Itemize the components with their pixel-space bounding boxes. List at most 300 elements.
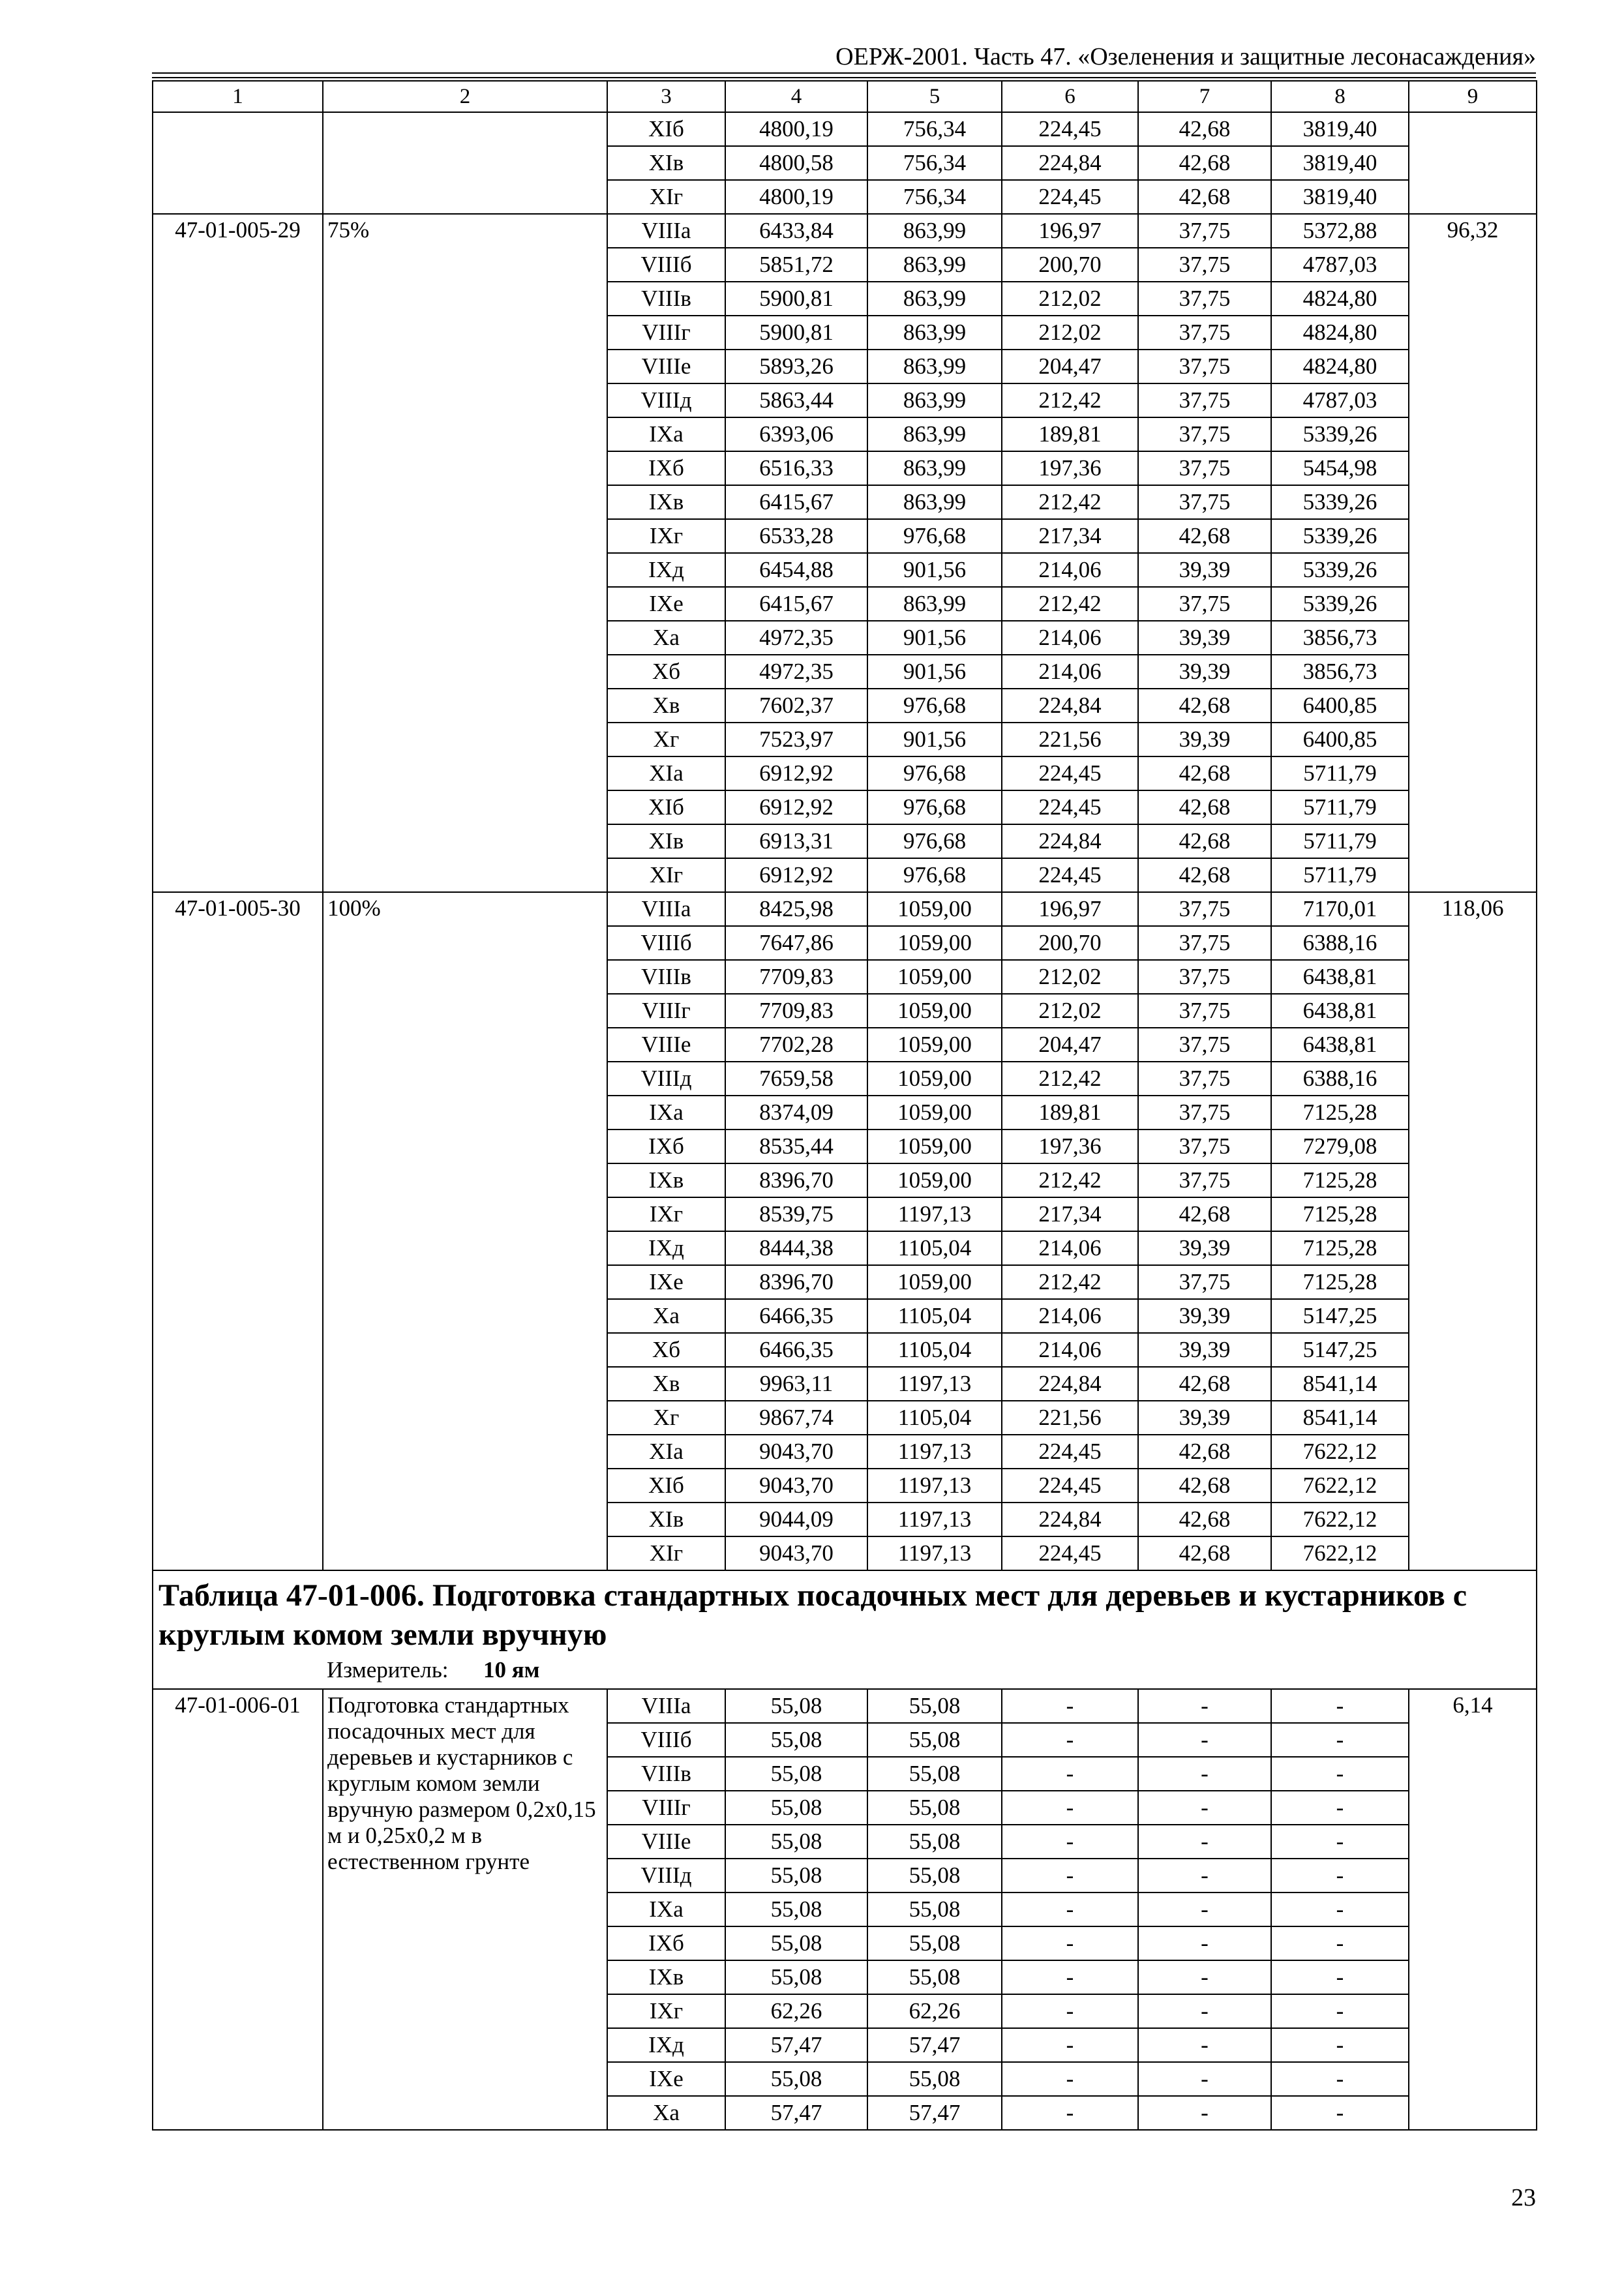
cell-col-7: 37,75 — [1138, 892, 1271, 926]
cell-col-4: 9043,70 — [725, 1536, 867, 1570]
cell-col-6: 224,45 — [1002, 180, 1138, 214]
cell-col-6: 217,34 — [1002, 519, 1138, 553]
cell-col-8: - — [1271, 1859, 1409, 1893]
cell-col-7: 42,68 — [1138, 1367, 1271, 1401]
cell-col-4: 7523,97 — [725, 723, 867, 756]
cell-col-5: 863,99 — [867, 485, 1002, 519]
cell-col-3: IXа — [607, 1096, 725, 1130]
meter-value: 10 ям — [483, 1657, 540, 1683]
cell-col-5: 55,08 — [867, 1893, 1002, 1926]
cell-col-3: XIв — [607, 146, 725, 180]
cell-col-7: 42,68 — [1138, 519, 1271, 553]
cell-col-4: 4800,19 — [725, 112, 867, 146]
cell-col-4: 7709,83 — [725, 960, 867, 994]
cell-col-8: 7170,01 — [1271, 892, 1409, 926]
column-number: 8 — [1271, 81, 1409, 112]
rate-code: 47-01-005-30 — [153, 892, 323, 1570]
cell-col-3: IXд — [607, 1231, 725, 1265]
cell-col-8: 4824,80 — [1271, 350, 1409, 383]
cell-col-5: 1059,00 — [867, 1062, 1002, 1096]
page-number: 23 — [1511, 2184, 1536, 2211]
cell-col-4: 4972,35 — [725, 655, 867, 689]
cell-col-5: 1059,00 — [867, 892, 1002, 926]
cell-col-8: 5147,25 — [1271, 1333, 1409, 1367]
cell-col-8: 3819,40 — [1271, 112, 1409, 146]
cell-col-4: 6516,33 — [725, 451, 867, 485]
cell-col-4: 6393,06 — [725, 417, 867, 451]
labor-cost: 118,06 — [1409, 892, 1537, 1570]
cell-col-7: 37,75 — [1138, 316, 1271, 350]
cell-col-8: 7622,12 — [1271, 1536, 1409, 1570]
cell-col-7: 39,39 — [1138, 621, 1271, 655]
cell-col-6: - — [1002, 1825, 1138, 1859]
cell-col-3: VIIIб — [607, 1723, 725, 1757]
table-row — [153, 892, 1537, 926]
table-title: Таблица 47-01-006. Подготовка стандартных посадочных мест для деревьев и кустарников с круглым комом земли вручную — [158, 1578, 1467, 1652]
cell-col-3: Xа — [607, 2096, 725, 2130]
cell-col-6: 214,06 — [1002, 1299, 1138, 1333]
cell-col-7: 37,75 — [1138, 960, 1271, 994]
table-title-row — [153, 1570, 1537, 1689]
cell-col-5: 863,99 — [867, 214, 1002, 248]
cell-col-3: XIг — [607, 858, 725, 892]
cell-col-6: 224,45 — [1002, 1435, 1138, 1469]
cell-col-7: 37,75 — [1138, 451, 1271, 485]
column-number: 1 — [153, 81, 323, 112]
cell-col-8: 3856,73 — [1271, 655, 1409, 689]
cell-col-8: 5339,26 — [1271, 417, 1409, 451]
cell-col-5: 901,56 — [867, 723, 1002, 756]
cell-col-7: 37,75 — [1138, 282, 1271, 316]
cell-col-8: 5147,25 — [1271, 1299, 1409, 1333]
cell-col-8: 5711,79 — [1271, 824, 1409, 858]
cell-col-5: 976,68 — [867, 824, 1002, 858]
cell-col-6: 224,45 — [1002, 756, 1138, 790]
cell-col-5: 1059,00 — [867, 1096, 1002, 1130]
cell-col-3: IXд — [607, 2028, 725, 2062]
table-body — [153, 81, 1537, 2130]
cell-col-4: 55,08 — [725, 1893, 867, 1926]
cell-col-4: 6415,67 — [725, 485, 867, 519]
cell-col-6: 212,42 — [1002, 1062, 1138, 1096]
cell-col-8: - — [1271, 2028, 1409, 2062]
cell-col-5: 1059,00 — [867, 1265, 1002, 1299]
cell-col-7: 39,39 — [1138, 1401, 1271, 1435]
cell-col-4: 57,47 — [725, 2096, 867, 2130]
cell-col-5: 1059,00 — [867, 1163, 1002, 1197]
cell-col-7: 37,75 — [1138, 350, 1271, 383]
cell-col-7: - — [1138, 2062, 1271, 2096]
cell-col-7: 37,75 — [1138, 1130, 1271, 1163]
cell-col-5: 55,08 — [867, 1689, 1002, 1723]
cell-col-6: 212,02 — [1002, 282, 1138, 316]
cell-col-5: 1059,00 — [867, 926, 1002, 960]
cell-col-5: 863,99 — [867, 282, 1002, 316]
cell-col-7: 42,68 — [1138, 790, 1271, 824]
cell-col-4: 55,08 — [725, 1825, 867, 1859]
cell-col-8: 7622,12 — [1271, 1435, 1409, 1469]
cell-col-7: - — [1138, 2096, 1271, 2130]
cell-col-7: 39,39 — [1138, 1333, 1271, 1367]
cell-col-3: VIIIа — [607, 1689, 725, 1723]
cell-col-3: IXе — [607, 2062, 725, 2096]
cell-col-6: 212,42 — [1002, 587, 1138, 621]
cell-col-3: Xг — [607, 723, 725, 756]
cell-col-5: 976,68 — [867, 790, 1002, 824]
column-number: 4 — [725, 81, 867, 112]
cell-col-6: 224,84 — [1002, 1503, 1138, 1536]
rate-name: 75% — [323, 214, 607, 892]
cell-col-6: - — [1002, 2062, 1138, 2096]
cell-col-3: VIIIд — [607, 1859, 725, 1893]
cell-col-7: - — [1138, 1791, 1271, 1825]
cell-col-7: 39,39 — [1138, 1231, 1271, 1265]
cell-col-8: 8541,14 — [1271, 1401, 1409, 1435]
price-table — [152, 80, 1537, 2131]
cell-col-5: 55,08 — [867, 1960, 1002, 1994]
cell-col-8: 6438,81 — [1271, 994, 1409, 1028]
cell-col-8: - — [1271, 1757, 1409, 1791]
cell-col-5: 863,99 — [867, 316, 1002, 350]
cell-col-7: 37,75 — [1138, 1096, 1271, 1130]
cell-col-4: 6912,92 — [725, 756, 867, 790]
cell-col-7: 37,75 — [1138, 1062, 1271, 1096]
cell-col-8: - — [1271, 1825, 1409, 1859]
cell-col-3: IXб — [607, 1926, 725, 1960]
cell-col-6: - — [1002, 1994, 1138, 2028]
cell-col-5: 863,99 — [867, 248, 1002, 282]
cell-col-6: 197,36 — [1002, 1130, 1138, 1163]
cell-col-4: 57,47 — [725, 2028, 867, 2062]
cell-col-3: IXб — [607, 451, 725, 485]
cell-col-8: 5339,26 — [1271, 519, 1409, 553]
cell-col-6: 224,84 — [1002, 824, 1138, 858]
cell-col-8: 7125,28 — [1271, 1163, 1409, 1197]
cell-col-4: 8539,75 — [725, 1197, 867, 1231]
cell-col-3: Xв — [607, 1367, 725, 1401]
cell-col-7: - — [1138, 1757, 1271, 1791]
cell-col-4: 8396,70 — [725, 1265, 867, 1299]
cell-col-8: 6438,81 — [1271, 960, 1409, 994]
cell-col-4: 9963,11 — [725, 1367, 867, 1401]
table-row — [153, 1689, 1537, 1723]
cell-col-6: 212,02 — [1002, 960, 1138, 994]
cell-col-6: 221,56 — [1002, 723, 1138, 756]
cell-col-5: 901,56 — [867, 621, 1002, 655]
cell-col-5: 1197,13 — [867, 1367, 1002, 1401]
cell-col-7: 42,68 — [1138, 112, 1271, 146]
cell-col-5: 55,08 — [867, 1859, 1002, 1893]
cell-col-8: 5711,79 — [1271, 756, 1409, 790]
cell-col-7: 42,68 — [1138, 1197, 1271, 1231]
cell-col-5: 901,56 — [867, 655, 1002, 689]
cell-col-5: 1059,00 — [867, 1130, 1002, 1163]
cell-col-7: 42,68 — [1138, 180, 1271, 214]
cell-col-4: 5851,72 — [725, 248, 867, 282]
cell-col-6: - — [1002, 1791, 1138, 1825]
cell-col-8: - — [1271, 2062, 1409, 2096]
cell-col-4: 4800,58 — [725, 146, 867, 180]
cell-col-3: VIIIв — [607, 282, 725, 316]
cell-col-5: 976,68 — [867, 858, 1002, 892]
cell-col-6: 221,56 — [1002, 1401, 1138, 1435]
cell-col-5: 55,08 — [867, 1791, 1002, 1825]
cell-col-6: 214,06 — [1002, 655, 1138, 689]
cell-col-6: 212,42 — [1002, 383, 1138, 417]
column-number: 9 — [1409, 81, 1537, 112]
cell-col-8: 4787,03 — [1271, 248, 1409, 282]
column-number: 2 — [323, 81, 607, 112]
cell-col-7: 37,75 — [1138, 587, 1271, 621]
cell-col-8: - — [1271, 1893, 1409, 1926]
labor-cost: 6,14 — [1409, 1689, 1537, 2130]
cell-col-3: VIIIе — [607, 350, 725, 383]
cell-col-3: IXе — [607, 587, 725, 621]
cell-col-7: 39,39 — [1138, 655, 1271, 689]
cell-col-8: - — [1271, 1791, 1409, 1825]
cell-col-6: 214,06 — [1002, 621, 1138, 655]
cell-col-8: 7279,08 — [1271, 1130, 1409, 1163]
cell-col-4: 55,08 — [725, 1859, 867, 1893]
cell-col-4: 7709,83 — [725, 994, 867, 1028]
cell-col-8: 6388,16 — [1271, 1062, 1409, 1096]
cell-col-8: 5339,26 — [1271, 553, 1409, 587]
cell-col-3: IXг — [607, 1197, 725, 1231]
cell-col-3: IXа — [607, 417, 725, 451]
rate-code: 47-01-006-01 — [153, 1689, 323, 2130]
cell-col-3: Xб — [607, 655, 725, 689]
table-row — [153, 214, 1537, 248]
cell-col-5: 1197,13 — [867, 1197, 1002, 1231]
cell-col-4: 6913,31 — [725, 824, 867, 858]
cell-col-8: 3856,73 — [1271, 621, 1409, 655]
cell-col-4: 6912,92 — [725, 790, 867, 824]
cell-col-4: 6454,88 — [725, 553, 867, 587]
cell-col-3: VIIIд — [607, 383, 725, 417]
cell-col-5: 55,08 — [867, 2062, 1002, 2096]
cell-col-6: 204,47 — [1002, 1028, 1138, 1062]
cell-col-8: 5454,98 — [1271, 451, 1409, 485]
rate-code — [153, 112, 323, 214]
cell-col-8: - — [1271, 1926, 1409, 1960]
cell-col-4: 5900,81 — [725, 282, 867, 316]
cell-col-5: 57,47 — [867, 2028, 1002, 2062]
cell-col-8: 6388,16 — [1271, 926, 1409, 960]
cell-col-5: 1105,04 — [867, 1401, 1002, 1435]
cell-col-6: 212,42 — [1002, 1265, 1138, 1299]
cell-col-4: 62,26 — [725, 1994, 867, 2028]
cell-col-8: - — [1271, 1994, 1409, 2028]
cell-col-7: - — [1138, 1960, 1271, 1994]
cell-col-7: 37,75 — [1138, 1163, 1271, 1197]
cell-col-8: 3819,40 — [1271, 180, 1409, 214]
cell-col-4: 6466,35 — [725, 1299, 867, 1333]
cell-col-6: 224,45 — [1002, 858, 1138, 892]
cell-col-5: 62,26 — [867, 1994, 1002, 2028]
cell-col-3: VIIIа — [607, 892, 725, 926]
cell-col-7: 42,68 — [1138, 858, 1271, 892]
header-rule-top — [152, 72, 1536, 74]
cell-col-5: 55,08 — [867, 1723, 1002, 1757]
column-number: 7 — [1138, 81, 1271, 112]
cell-col-7: 42,68 — [1138, 1536, 1271, 1570]
cell-col-6: - — [1002, 1757, 1138, 1791]
cell-col-8: 5339,26 — [1271, 587, 1409, 621]
cell-col-5: 1105,04 — [867, 1333, 1002, 1367]
cell-col-3: IXв — [607, 485, 725, 519]
cell-col-3: IXа — [607, 1893, 725, 1926]
cell-col-3: XIа — [607, 756, 725, 790]
column-number: 3 — [607, 81, 725, 112]
cell-col-3: XIг — [607, 180, 725, 214]
cell-col-6: 214,06 — [1002, 553, 1138, 587]
cell-col-3: IXг — [607, 519, 725, 553]
cell-col-7: 39,39 — [1138, 1299, 1271, 1333]
column-number: 5 — [867, 81, 1002, 112]
cell-col-7: 37,75 — [1138, 1028, 1271, 1062]
cell-col-5: 901,56 — [867, 553, 1002, 587]
cell-col-6: 197,36 — [1002, 451, 1138, 485]
cell-col-8: 7622,12 — [1271, 1503, 1409, 1536]
cell-col-3: XIа — [607, 1435, 725, 1469]
cell-col-8: 6438,81 — [1271, 1028, 1409, 1062]
cell-col-4: 8535,44 — [725, 1130, 867, 1163]
cell-col-4: 9044,09 — [725, 1503, 867, 1536]
labor-cost: 96,32 — [1409, 214, 1537, 892]
cell-col-7: - — [1138, 2028, 1271, 2062]
cell-col-3: XIб — [607, 790, 725, 824]
cell-col-5: 1197,13 — [867, 1503, 1002, 1536]
cell-col-3: XIб — [607, 112, 725, 146]
cell-col-5: 1197,13 — [867, 1536, 1002, 1570]
meter-label: Измеритель: — [327, 1657, 449, 1683]
header-rule-bottom — [152, 77, 1536, 78]
cell-col-4: 7659,58 — [725, 1062, 867, 1096]
cell-col-5: 1059,00 — [867, 960, 1002, 994]
cell-col-6: 224,45 — [1002, 790, 1138, 824]
cell-col-3: XIв — [607, 824, 725, 858]
cell-col-6: 214,06 — [1002, 1231, 1138, 1265]
cell-col-3: VIIIб — [607, 248, 725, 282]
cell-col-6: 212,42 — [1002, 1163, 1138, 1197]
cell-col-8: 7125,28 — [1271, 1265, 1409, 1299]
cell-col-5: 976,68 — [867, 519, 1002, 553]
labor-cost — [1409, 112, 1537, 214]
cell-col-5: 1197,13 — [867, 1435, 1002, 1469]
meter-line — [158, 1654, 1531, 1686]
cell-col-7: 42,68 — [1138, 689, 1271, 723]
cell-col-3: Xб — [607, 1333, 725, 1367]
cell-col-4: 6433,84 — [725, 214, 867, 248]
cell-col-5: 57,47 — [867, 2096, 1002, 2130]
cell-col-7: - — [1138, 1689, 1271, 1723]
cell-col-7: 42,68 — [1138, 824, 1271, 858]
cell-col-7: - — [1138, 1825, 1271, 1859]
cell-col-4: 5863,44 — [725, 383, 867, 417]
cell-col-7: - — [1138, 1926, 1271, 1960]
cell-col-7: 37,75 — [1138, 485, 1271, 519]
cell-col-4: 6912,92 — [725, 858, 867, 892]
cell-col-5: 1105,04 — [867, 1299, 1002, 1333]
cell-col-6: 212,02 — [1002, 994, 1138, 1028]
cell-col-7: 42,68 — [1138, 146, 1271, 180]
cell-col-4: 8425,98 — [725, 892, 867, 926]
cell-col-8: 6400,85 — [1271, 689, 1409, 723]
cell-col-3: Xв — [607, 689, 725, 723]
cell-col-7: 42,68 — [1138, 1503, 1271, 1536]
cell-col-3: VIIIе — [607, 1825, 725, 1859]
cell-col-5: 1059,00 — [867, 994, 1002, 1028]
cell-col-3: VIIIв — [607, 960, 725, 994]
cell-col-3: VIIIг — [607, 1791, 725, 1825]
cell-col-7: - — [1138, 1893, 1271, 1926]
cell-col-7: 42,68 — [1138, 1469, 1271, 1503]
cell-col-5: 55,08 — [867, 1825, 1002, 1859]
cell-col-6: 196,97 — [1002, 214, 1138, 248]
cell-col-6: 224,45 — [1002, 1469, 1138, 1503]
cell-col-7: 37,75 — [1138, 1265, 1271, 1299]
cell-col-5: 1059,00 — [867, 1028, 1002, 1062]
cell-col-3: IXв — [607, 1960, 725, 1994]
cell-col-7: - — [1138, 1859, 1271, 1893]
cell-col-6: 224,84 — [1002, 689, 1138, 723]
cell-col-5: 756,34 — [867, 146, 1002, 180]
cell-col-3: VIIIе — [607, 1028, 725, 1062]
cell-col-6: 224,45 — [1002, 112, 1138, 146]
cell-col-4: 5893,26 — [725, 350, 867, 383]
cell-col-4: 7647,86 — [725, 926, 867, 960]
rate-name: Подготовка стандартных посадочных мест для деревьев и кустарников с круглым комом земли вручную размером 0,2х0,15 м и 0,25х0,2 м в естественном грунте — [323, 1689, 607, 2130]
cell-col-8: 4824,80 — [1271, 282, 1409, 316]
cell-col-3: IXб — [607, 1130, 725, 1163]
cell-col-6: 189,81 — [1002, 417, 1138, 451]
cell-col-3: Xг — [607, 1401, 725, 1435]
cell-col-7: - — [1138, 1723, 1271, 1757]
cell-col-3: Xа — [607, 1299, 725, 1333]
rate-name: 100% — [323, 892, 607, 1570]
cell-col-8: 7622,12 — [1271, 1469, 1409, 1503]
column-number: 6 — [1002, 81, 1138, 112]
cell-col-6: 189,81 — [1002, 1096, 1138, 1130]
cell-col-8: 5711,79 — [1271, 790, 1409, 824]
cell-col-6: - — [1002, 2028, 1138, 2062]
cell-col-3: XIг — [607, 1536, 725, 1570]
cell-col-6: - — [1002, 2096, 1138, 2130]
cell-col-4: 55,08 — [725, 2062, 867, 2096]
cell-col-6: 200,70 — [1002, 248, 1138, 282]
cell-col-5: 756,34 — [867, 180, 1002, 214]
cell-col-4: 7602,37 — [725, 689, 867, 723]
rate-code: 47-01-005-29 — [153, 214, 323, 892]
cell-col-4: 6533,28 — [725, 519, 867, 553]
table-row — [153, 112, 1537, 146]
cell-col-6: - — [1002, 1859, 1138, 1893]
cell-col-7: 39,39 — [1138, 723, 1271, 756]
cell-col-3: VIIIб — [607, 926, 725, 960]
cell-col-4: 9867,74 — [725, 1401, 867, 1435]
cell-col-6: - — [1002, 1893, 1138, 1926]
cell-col-8: 8541,14 — [1271, 1367, 1409, 1401]
cell-col-6: 224,84 — [1002, 1367, 1138, 1401]
cell-col-5: 863,99 — [867, 350, 1002, 383]
cell-col-3: VIIIг — [607, 994, 725, 1028]
cell-col-5: 1105,04 — [867, 1231, 1002, 1265]
cell-col-3: VIIIг — [607, 316, 725, 350]
cell-col-5: 1197,13 — [867, 1469, 1002, 1503]
cell-col-5: 55,08 — [867, 1926, 1002, 1960]
cell-col-6: 200,70 — [1002, 926, 1138, 960]
cell-col-4: 6415,67 — [725, 587, 867, 621]
